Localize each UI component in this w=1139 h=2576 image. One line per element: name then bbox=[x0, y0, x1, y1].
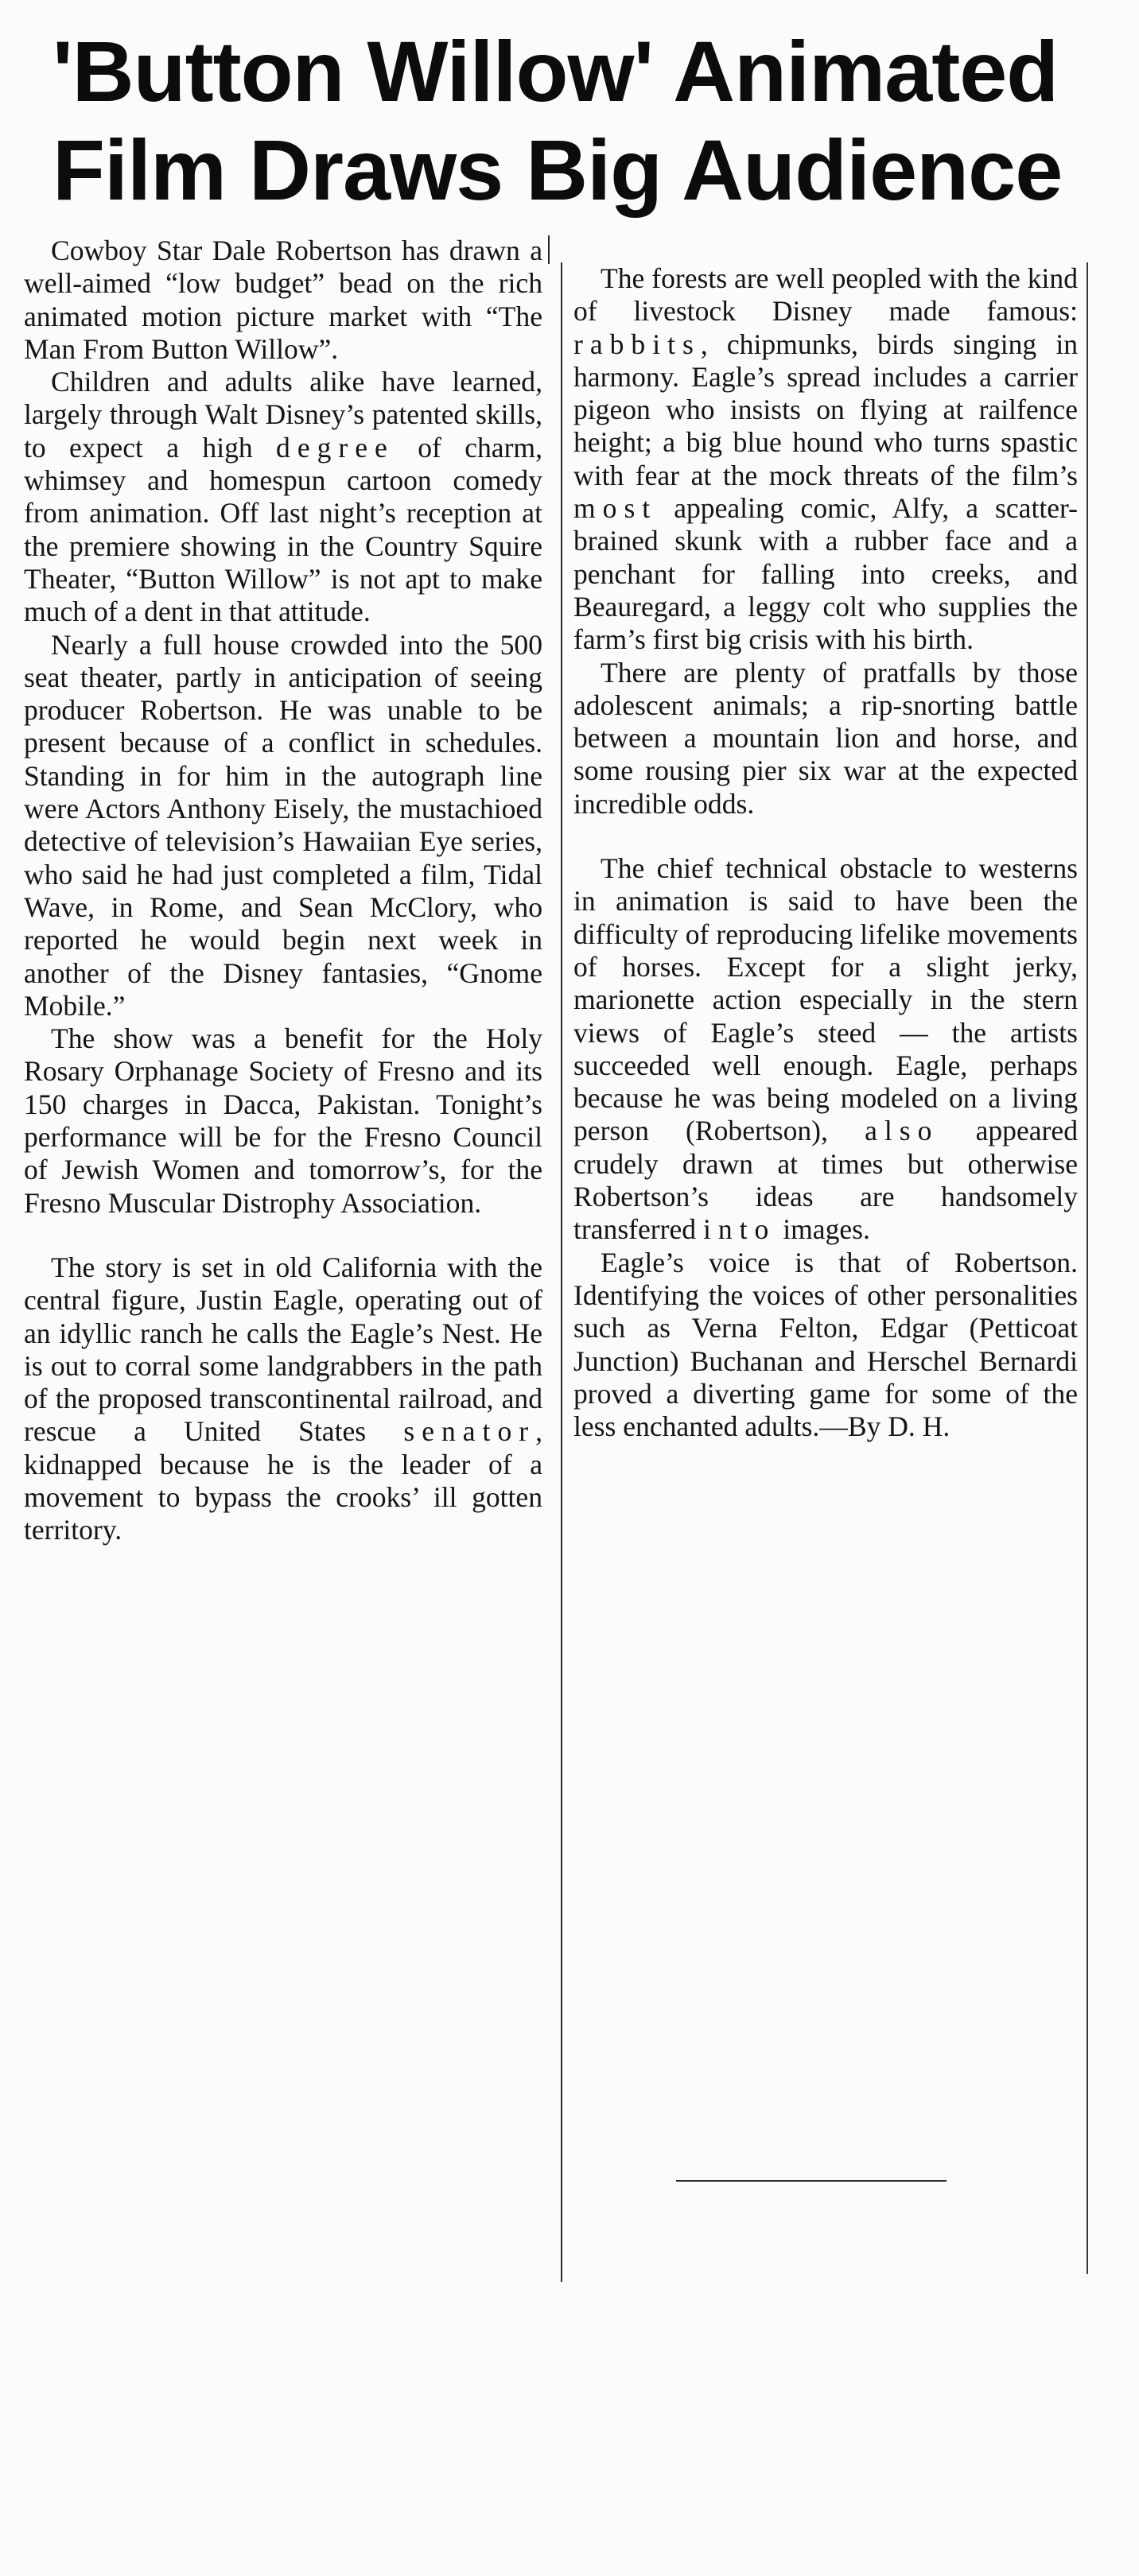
left-paragraph-4: The show was a benefit for the Holy Rosary Orphanage Society of Fresno and its 150 charges in Dacca, Pakistan. Tonight’s performance will be for the Fresno Council of Jewish Women and tomorrow’s, for the Fresno Muscular Distrophy Association. bbox=[24, 1022, 542, 1219]
left-column bbox=[24, 235, 542, 2556]
right-paragraph-4: Eagle’s voice is that of Robertson. Identifying the voices of other personalities such as Verna Felton, Edgar (Petticoat Junction) Buchanan and Herschel Bernardi proved a diverting game for some of the less enchanted adults.—By D. H. bbox=[573, 1246, 1078, 1443]
right-paragraph-3: The chief technical obstacle to westerns in animation is said to have been the difficulty of reproducing lifelike movements of horses. Except for a slight jerky, marionette action especially in the stern views of Eagle’s steed — the artists succeeded well enough. Eagle, perhaps because he was being modeled on a living person (Robertson), also appeared crudely drawn at times but otherwise Robertson’s ideas are handsomely transferred into images. bbox=[573, 852, 1078, 1246]
left-paragraph-3: Nearly a full house crowded into the 500 seat theater, partly in anticipation of seeing producer Robertson. He was unable to be present because of a conflict in schedules. Standing in for him in the autograph line were Actors Anthony Eisely, the mustachioed detective of television’s Hawaiian Eye series, who said he had just completed a film, Tidal Wave, in Rome, and Sean McClory, who reported he would begin next week in another of the Disney fantasies, “Gnome Mobile.” bbox=[24, 628, 542, 1022]
right-column bbox=[561, 262, 1078, 2282]
column-right-border bbox=[1087, 262, 1088, 2274]
headline-line-1: 'Button Willow' Animated bbox=[52, 23, 1059, 119]
right-paragraph-2: There are plenty of pratfalls by those adolescent animals; a rip-snorting battle between a mountain lion and horse, and some rousing pier six war at the expected incredible odds. bbox=[573, 656, 1078, 820]
column-divider-top bbox=[548, 235, 550, 264]
headline-line-2: Film Draws Big Audience bbox=[52, 122, 1063, 218]
headline bbox=[52, 22, 1102, 219]
end-rule bbox=[676, 2180, 947, 2182]
right-paragraph-1: The forests are well peopled with the kind of livestock Disney made famous: rabbits, chipmunks, birds singing in harmony. Eagle’s spread includes a carrier pigeon who insists on flying at railfence height; a big blue hound who turns spastic with fear at the mock threats of the film’s most appealing comic, Alfy, a scatter-brained skunk with a rubber face and a penchant for falling into creeks, and Beauregard, a leggy colt who supplies the farm’s first big crisis with his birth. bbox=[573, 262, 1078, 656]
left-paragraph-5: The story is set in old California with the central figure, Justin Eagle, operating out of an idyllic ranch he calls the Eagle’s Nest. He is out to corral some landgrabbers in the path of the proposed transcontinental railroad, and rescue a United States senator, kidnapped because he is the leader of a movement to bypass the crooks’ ill gotten territory. bbox=[24, 1251, 542, 1546]
left-paragraph-2: Children and adults alike have learned, largely through Walt Disney’s patented skills, to expect a high degree of charm, whimsey and homespun cartoon comedy from animation. Off last night’s reception at the premiere showing in the Country Squire Theater, “Button Willow” is not apt to make much of a dent in that attitude. bbox=[24, 366, 543, 628]
left-paragraph-1: Cowboy Star Dale Robertson has drawn a well-aimed “low budget” bead on the rich animated motion picture market with “The Man From Button Willow”. bbox=[24, 235, 542, 365]
